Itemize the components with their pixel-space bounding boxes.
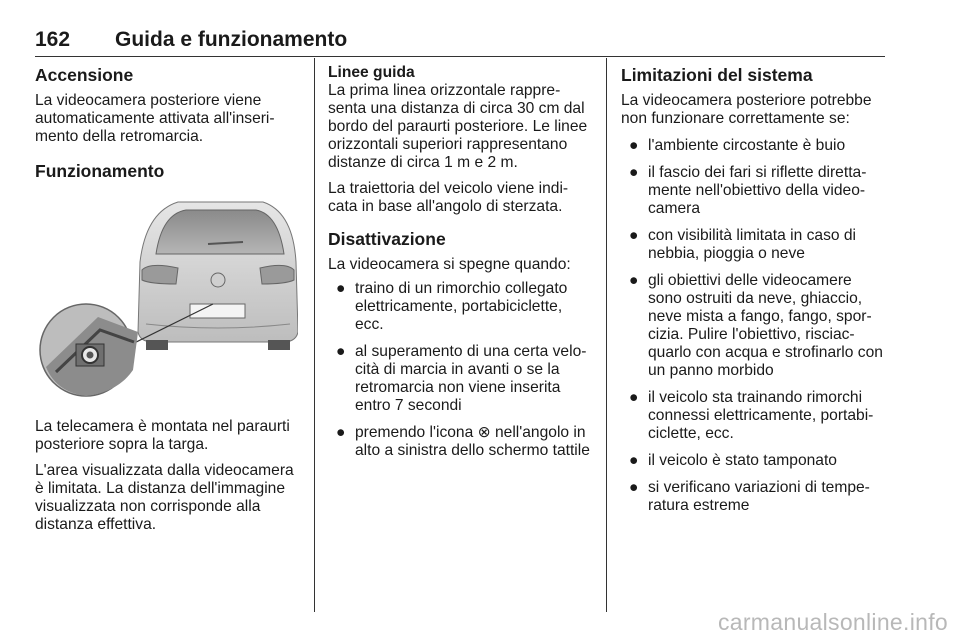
heading-disattivazione: Disattivazione	[328, 229, 446, 249]
paragraph-traiettoria: La traiettoria del veicolo viene indi-cata in base all'angolo di sterzata.	[328, 180, 569, 215]
column-2	[328, 64, 593, 469]
paragraph-spegne: La videocamera si spegne quando:	[328, 256, 571, 273]
paragraph-area: L'area visualizzata dalla videocamera è limitata. La distanza dell'immagine visualizzata non corrisponde alla distanza effettiva.	[35, 462, 294, 533]
list-item: ● il fascio dei fari si riflette diretta-mente nell'obiettivo della video-camera	[629, 164, 867, 217]
column-1	[35, 64, 303, 188]
bullet-icon: ●	[629, 272, 639, 289]
page-number: 162	[35, 28, 71, 51]
heading-limitazioni: Limitazioni del sistema	[621, 65, 813, 85]
list-item: ● premendo l'icona ⊗ nell'angolo in alto a sinistra dello schermo tattile	[336, 424, 590, 459]
limitazioni-list	[621, 137, 889, 515]
list-item: ● traino di un rimorchio collegato elettricamente, portabiciclette, ecc.	[336, 280, 568, 333]
column-divider-2	[606, 58, 607, 612]
bullet-icon: ●	[336, 280, 346, 297]
paragraph-telecamera: La telecamera è montata nel paraurti posteriore sopra la targa.	[35, 418, 290, 453]
bullet-icon: ●	[629, 389, 639, 406]
list-item: ● al superamento di una certa velo-cità di marcia in avanti o se la retromarcia non viene inserita entro 7 secondi	[336, 343, 587, 414]
list-item: ● con visibilità limitata in caso di nebbia, pioggia o neve	[629, 227, 857, 262]
bullet-icon: ●	[336, 343, 346, 360]
watermark: carmanualsonline.info	[717, 609, 948, 635]
list-item: ● il veicolo sta trainando rimorchi connessi elettricamente, portabi-ciclette, ecc.	[629, 389, 874, 442]
page-title: Guida e funzionamento	[115, 28, 348, 51]
list-item: ● il veicolo è stato tamponato	[629, 452, 837, 469]
list-item: ● gli obiettivi delle videocamere sono ostruiti da neve, ghiaccio, neve mista a fango, fango, spor-cizia. Pulire l'obiettivo, risciac-quarlo con acqua e strofinarlo con un panno morbido	[629, 272, 883, 379]
list-item: ● l'ambiente circostante è buio	[629, 137, 846, 154]
list-item: ● si verificano variazioni di tempe-ratura estreme	[629, 479, 870, 514]
column-1-lower	[35, 418, 303, 542]
column-divider-1	[314, 58, 315, 612]
bullet-icon: ●	[336, 424, 346, 441]
bullet-icon: ●	[629, 227, 639, 244]
disattivazione-list	[328, 280, 593, 460]
paragraph-limitazioni: La videocamera posteriore potrebbe non funzionare correttamente se:	[621, 92, 872, 127]
heading-funzionamento: Funzionamento	[35, 161, 165, 181]
column-3	[621, 64, 889, 524]
bullet-icon: ●	[629, 479, 639, 496]
bullet-icon: ●	[629, 164, 639, 181]
bullet-icon: ●	[629, 137, 639, 154]
heading-accensione: Accensione	[35, 65, 134, 85]
rear-camera-illustration	[38, 192, 298, 402]
header-rule	[35, 56, 885, 57]
paragraph-accensione: La videocamera posteriore viene automaticamente attivata all'inseri-mento della retromarcia.	[35, 92, 275, 145]
heading-linee-guida: Linee guida	[328, 64, 415, 81]
bullet-icon: ●	[629, 452, 639, 469]
paragraph-linee-guida: La prima linea orizzontale rappre-senta una distanza di circa 30 cm dal bordo del paraurti posteriore. Le linee orizzontali superiori rappresentano distanze di circa 1 m e 2 m.	[328, 82, 588, 171]
